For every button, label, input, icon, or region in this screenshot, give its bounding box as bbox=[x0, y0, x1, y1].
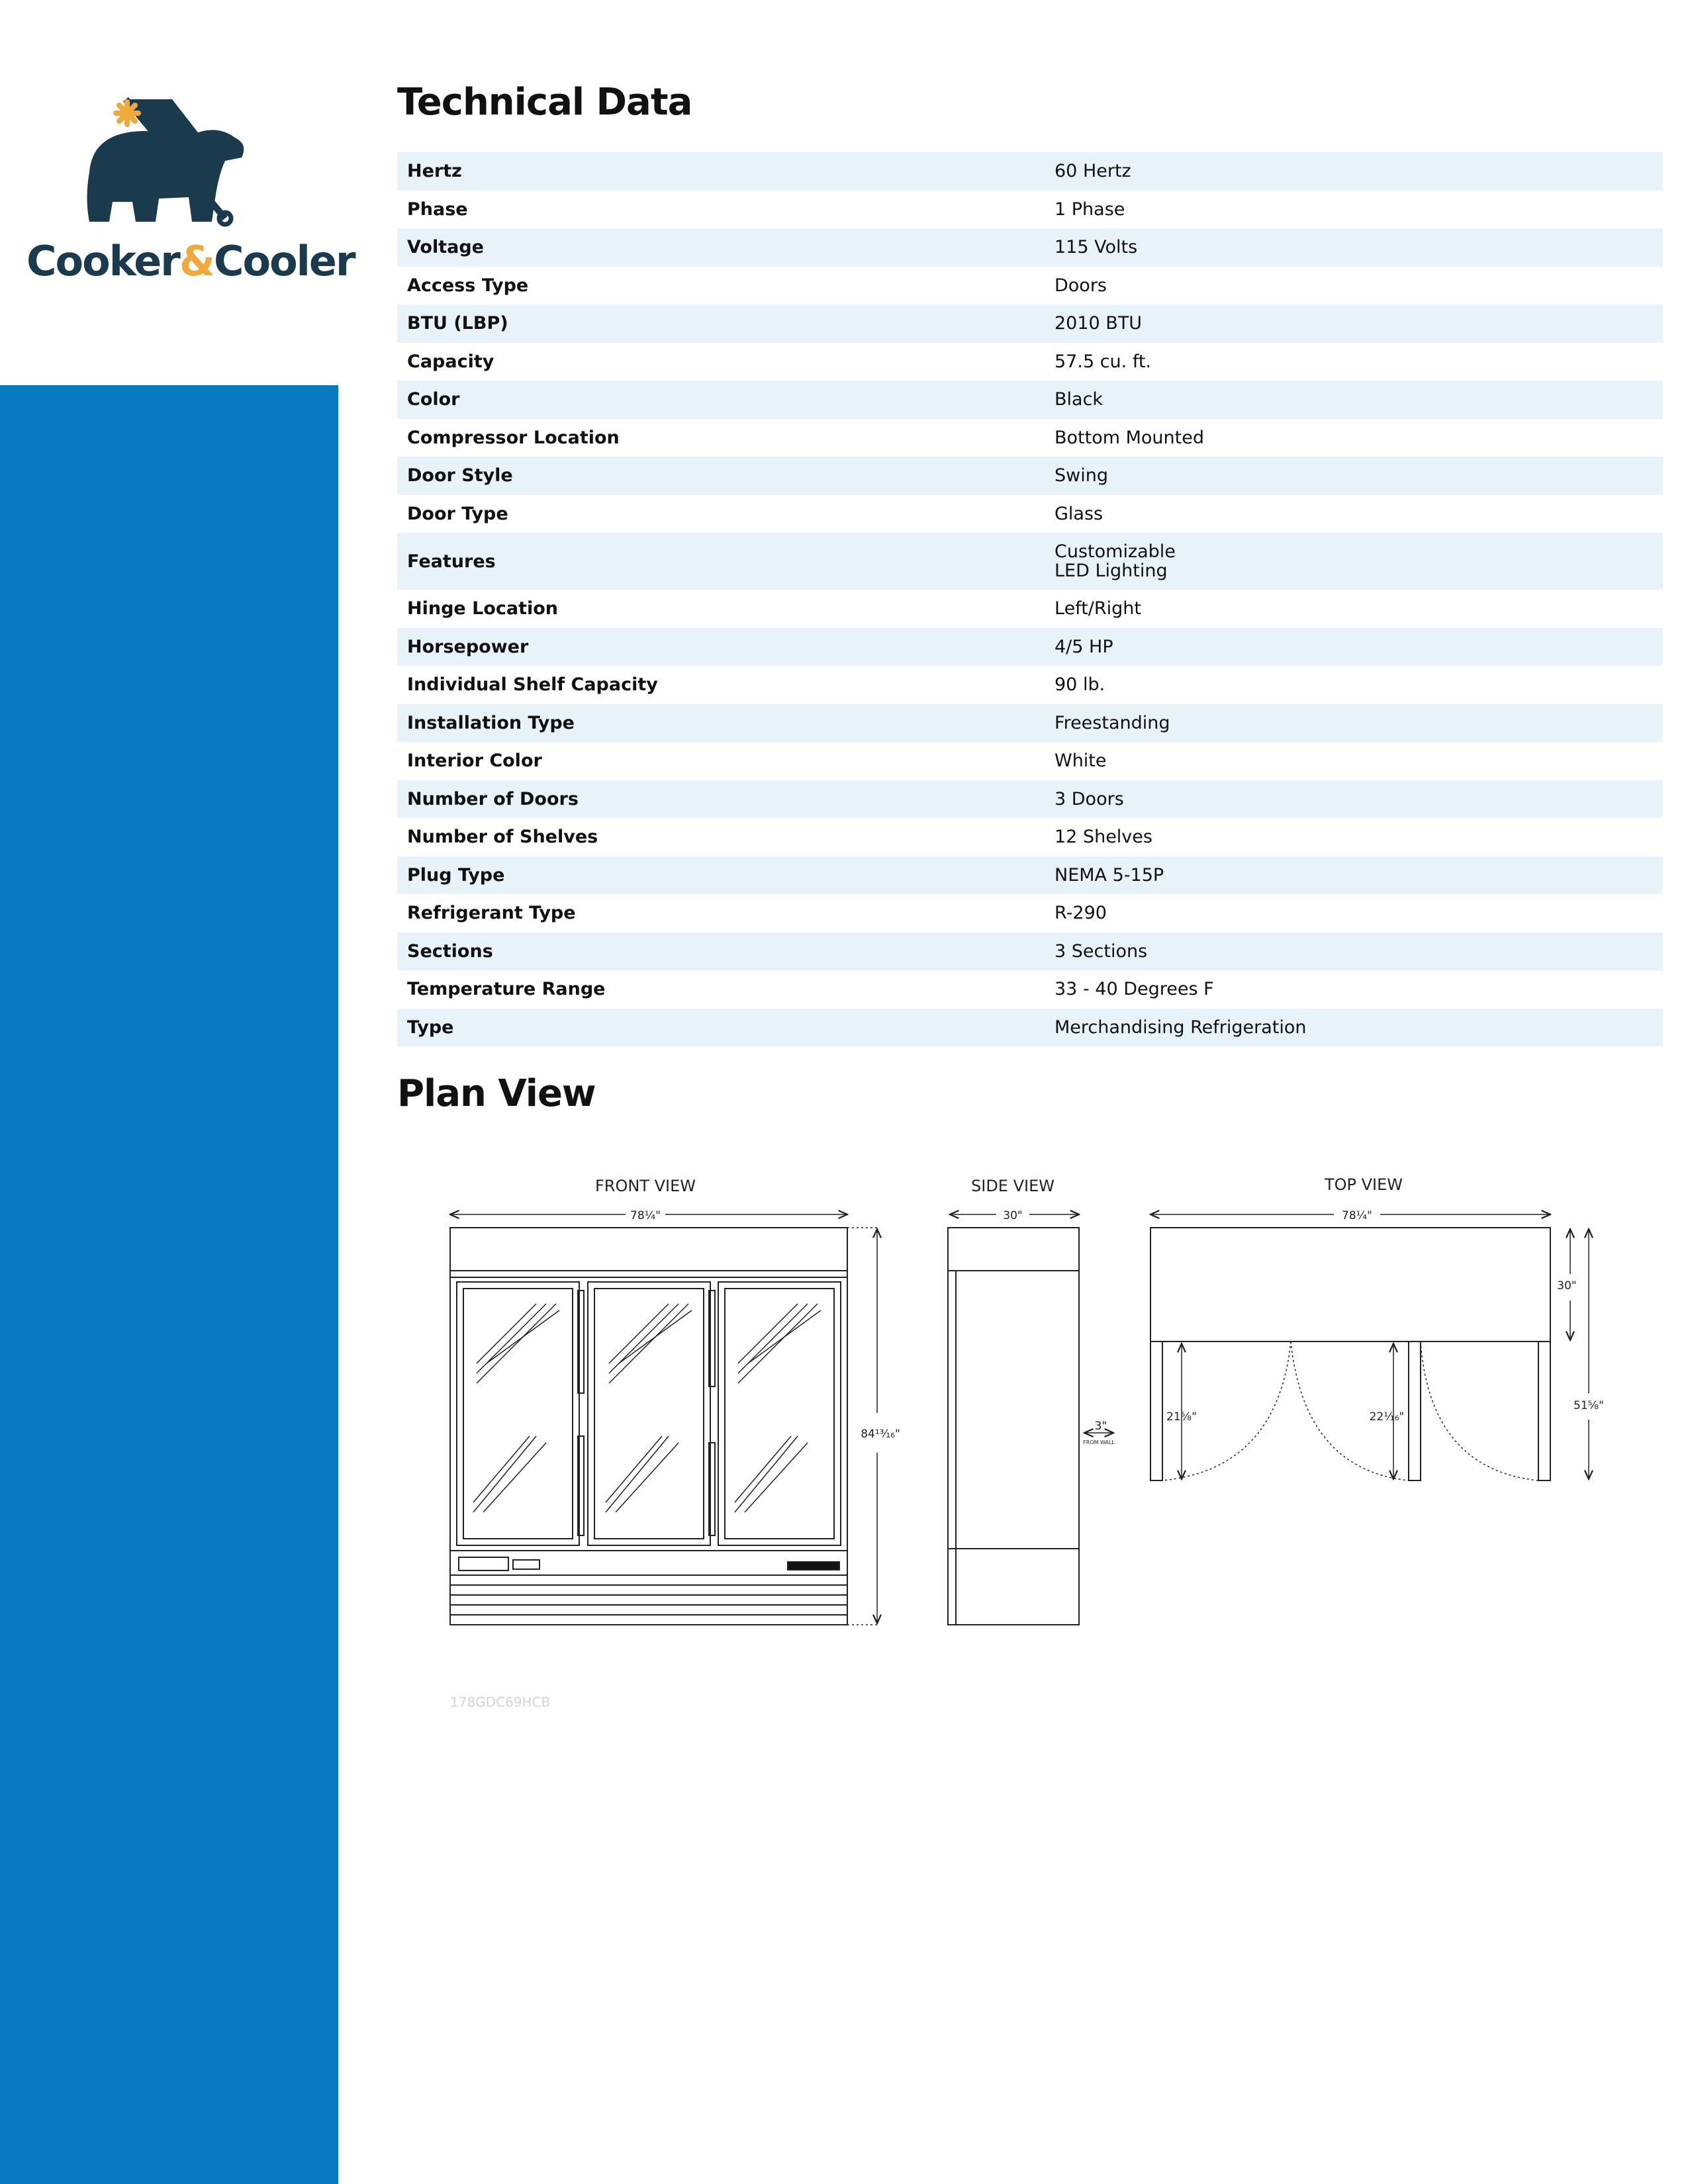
spec-row bbox=[397, 1009, 1663, 1047]
top-view-label: TOP VIEW bbox=[1324, 1175, 1403, 1194]
spec-label: Hertz bbox=[397, 152, 1045, 191]
spec-label: Interior Color bbox=[407, 751, 542, 772]
polar-bear-flag-icon bbox=[26, 93, 318, 238]
front-view-label: FRONT VIEW bbox=[594, 1177, 696, 1195]
spec-row bbox=[397, 419, 1663, 457]
side-depth-dim: 30" bbox=[1003, 1209, 1023, 1222]
spec-row bbox=[397, 228, 1663, 267]
spec-label: Voltage bbox=[397, 228, 1045, 267]
top-width-dim: 78¼" bbox=[1342, 1209, 1372, 1222]
spec-label: Door Style bbox=[397, 457, 1045, 495]
spec-value: White bbox=[1055, 751, 1107, 772]
spec-label: BTU (LBP) bbox=[397, 304, 1045, 343]
spec-label: Horsepower bbox=[397, 628, 1045, 666]
spec-value: Glass bbox=[1055, 503, 1103, 524]
spec-value: 4/5 HP bbox=[1045, 628, 1663, 666]
spec-row bbox=[397, 742, 1663, 780]
spec-value: 2010 BTU bbox=[1045, 304, 1663, 343]
spec-row bbox=[397, 894, 1663, 933]
spec-label: Sections bbox=[397, 933, 1045, 971]
spec-label: Access Type bbox=[407, 275, 529, 296]
spec-label: Plug Type bbox=[397, 856, 1045, 895]
spec-label: Hinge Location bbox=[407, 598, 559, 619]
spec-row bbox=[397, 933, 1663, 971]
spec-value: Swing bbox=[1045, 457, 1663, 495]
spec-value: 57.5 cu. ft. bbox=[1055, 351, 1152, 372]
side-clearance-dim: 3" bbox=[1094, 1420, 1107, 1433]
spec-row bbox=[397, 191, 1663, 229]
plan-view-title: Plan View bbox=[397, 1072, 596, 1115]
spec-row bbox=[397, 856, 1663, 895]
spec-row bbox=[397, 628, 1663, 666]
spec-label: Temperature Range bbox=[407, 979, 606, 1000]
top-total-depth-dim: 51⅝" bbox=[1573, 1399, 1604, 1412]
spec-label: Individual Shelf Capacity bbox=[407, 674, 658, 696]
spec-value: 115 Volts bbox=[1045, 228, 1663, 267]
spec-row bbox=[397, 666, 1663, 704]
side-view-diagram bbox=[948, 1214, 1113, 1625]
spec-label: Number of Shelves bbox=[407, 827, 598, 848]
spec-label: Features bbox=[397, 533, 1045, 590]
side-view-label: SIDE VIEW bbox=[971, 1177, 1055, 1195]
spec-row bbox=[397, 704, 1663, 743]
spec-label: Type bbox=[397, 1009, 1045, 1047]
spec-row bbox=[397, 381, 1663, 419]
top-view-diagram bbox=[1150, 1214, 1589, 1480]
spec-value: Freestanding bbox=[1045, 704, 1663, 743]
spec-value: 3 Sections bbox=[1045, 933, 1663, 971]
spec-row bbox=[397, 970, 1663, 1009]
sidebar-accent-band bbox=[0, 385, 338, 2184]
spec-row bbox=[397, 533, 1663, 590]
side-clearance-note: FROM WALL bbox=[1083, 1439, 1115, 1445]
spec-value-line: LED Lighting bbox=[1055, 561, 1168, 581]
spec-value: 3 Doors bbox=[1045, 780, 1663, 819]
spec-value: Left/Right bbox=[1055, 598, 1141, 619]
spec-row bbox=[397, 267, 1663, 305]
spec-label: Compressor Location bbox=[407, 427, 620, 448]
spec-row bbox=[397, 818, 1663, 856]
spec-value: Black bbox=[1045, 381, 1663, 419]
front-view-diagram bbox=[450, 1214, 877, 1625]
spec-value: 12 Shelves bbox=[1055, 827, 1152, 848]
technical-data-title: Technical Data bbox=[397, 81, 692, 124]
front-height-dim: 84¹³⁄₁₆" bbox=[861, 1428, 900, 1441]
spec-value-line: Customizable bbox=[1055, 541, 1176, 562]
door-swing-right-dim: 22⅟₁₆" bbox=[1369, 1410, 1405, 1424]
brand-wordmark: Cooker&Cooler bbox=[26, 237, 355, 285]
spec-value: NEMA 5-15P bbox=[1045, 856, 1663, 895]
front-width-dim: 78¼" bbox=[630, 1209, 661, 1222]
plan-view-drawing bbox=[410, 1152, 1615, 1747]
spec-label: Phase bbox=[407, 199, 468, 220]
spec-row bbox=[397, 590, 1663, 628]
spec-label: Number of Doors bbox=[397, 780, 1045, 819]
spec-label: Refrigerant Type bbox=[407, 903, 576, 924]
spec-value: 33 - 40 Degrees F bbox=[1055, 979, 1214, 1000]
spec-label: Color bbox=[397, 381, 1045, 419]
spec-value: 90 lb. bbox=[1055, 674, 1105, 696]
spec-value: R-290 bbox=[1055, 903, 1107, 924]
spec-value: 1 Phase bbox=[1055, 199, 1125, 220]
model-code: 178GDC69HCB bbox=[450, 1694, 551, 1710]
spec-label: Capacity bbox=[407, 351, 494, 372]
spec-row bbox=[397, 304, 1663, 343]
spec-row bbox=[397, 495, 1663, 533]
spec-table bbox=[397, 152, 1663, 1046]
spec-row bbox=[397, 152, 1663, 191]
spec-row bbox=[397, 343, 1663, 381]
spec-row bbox=[397, 457, 1663, 495]
snowflake-icon bbox=[116, 102, 138, 124]
spec-value: 60 Hertz bbox=[1045, 152, 1663, 191]
spec-value: Merchandising Refrigeration bbox=[1045, 1009, 1663, 1047]
spec-label: Installation Type bbox=[397, 704, 1045, 743]
spec-label: Door Type bbox=[407, 503, 508, 524]
top-depth-dim: 30" bbox=[1557, 1279, 1577, 1293]
spec-value bbox=[1045, 533, 1663, 590]
spec-row bbox=[397, 780, 1663, 819]
spec-value: Doors bbox=[1055, 275, 1107, 296]
spec-value: Bottom Mounted bbox=[1055, 427, 1204, 448]
door-swing-left-dim: 21⅝" bbox=[1166, 1410, 1197, 1424]
